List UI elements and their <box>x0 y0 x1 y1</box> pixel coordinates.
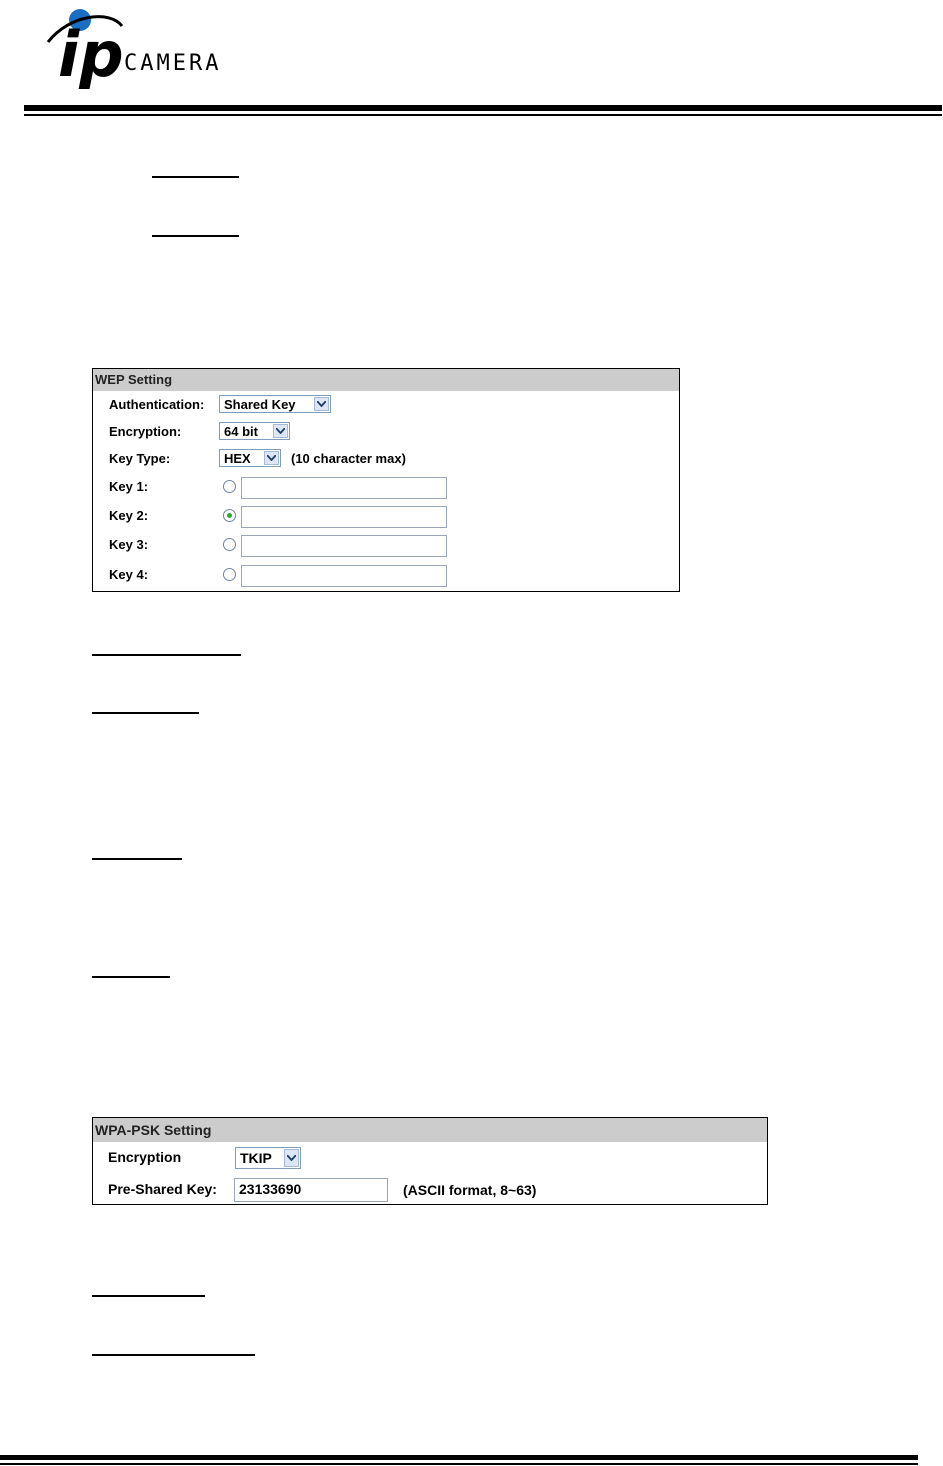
underline-1 <box>152 176 239 178</box>
underline-3 <box>92 654 241 656</box>
key-label: Key 4: <box>109 567 149 582</box>
encryption-value: 64 bit <box>224 424 258 439</box>
header-rule-thick <box>24 105 942 111</box>
underline-7 <box>92 1295 205 1297</box>
key-row <box>93 563 679 587</box>
key-type-hint: (10 character max) <box>291 451 406 466</box>
wpa-panel-title: WPA-PSK Setting <box>93 1118 767 1142</box>
key-row <box>93 533 679 557</box>
logo-main-text: ip <box>58 18 124 91</box>
chevron-down-icon[interactable] <box>284 1149 299 1167</box>
wpa-encryption-label: Encryption <box>108 1149 182 1165</box>
ip-camera-logo <box>40 4 300 96</box>
underline-6 <box>92 976 170 978</box>
key-label: Key 3: <box>109 537 149 552</box>
encryption-select[interactable] <box>219 422 290 440</box>
psk-input[interactable]: 23133690 <box>234 1178 388 1202</box>
logo-sub-text: CAMERA <box>124 51 222 76</box>
key-label: Key 1: <box>109 479 149 494</box>
encryption-label: Encryption: <box>109 424 182 439</box>
encryption-row <box>93 420 679 444</box>
wpa-psk-setting-panel <box>92 1117 768 1205</box>
header-rule-thin <box>24 114 942 116</box>
key-2-input[interactable] <box>241 506 447 528</box>
psk-hint: (ASCII format, 8~63) <box>403 1182 537 1198</box>
authentication-value: Shared Key <box>224 397 296 412</box>
key-2-radio[interactable] <box>223 509 236 522</box>
key-type-select[interactable] <box>219 449 281 467</box>
key-type-label: Key Type: <box>109 451 171 466</box>
key-1-radio[interactable] <box>223 480 236 493</box>
key-row <box>93 504 679 528</box>
key-type-value: HEX <box>224 451 251 466</box>
key-3-input[interactable] <box>241 535 447 557</box>
authentication-label: Authentication: <box>109 397 205 412</box>
chevron-down-icon[interactable] <box>264 451 279 465</box>
underline-2 <box>152 235 239 237</box>
authentication-select[interactable] <box>219 395 331 413</box>
wep-setting-panel <box>92 368 680 592</box>
key-1-input[interactable] <box>241 477 447 499</box>
psk-label: Pre-Shared Key: <box>108 1181 217 1197</box>
key-row <box>93 475 679 499</box>
wpa-encryption-row <box>93 1146 767 1170</box>
wep-panel-title: WEP Setting <box>93 369 679 391</box>
key-label: Key 2: <box>109 508 149 523</box>
chevron-down-icon[interactable] <box>273 424 288 438</box>
wpa-encryption-select[interactable] <box>235 1147 301 1169</box>
footer-rule-thin <box>0 1463 918 1465</box>
chevron-down-icon[interactable] <box>314 397 329 411</box>
underline-8 <box>92 1354 255 1356</box>
wpa-encryption-value: TKIP <box>240 1150 272 1166</box>
underline-5 <box>92 858 182 860</box>
key-4-radio[interactable] <box>223 568 236 581</box>
key-4-input[interactable] <box>241 565 447 587</box>
footer-rule-thick <box>0 1455 918 1460</box>
underline-4 <box>92 712 199 714</box>
psk-row <box>93 1177 767 1201</box>
key-3-radio[interactable] <box>223 538 236 551</box>
key-type-row <box>93 447 679 471</box>
authentication-row <box>93 393 679 417</box>
